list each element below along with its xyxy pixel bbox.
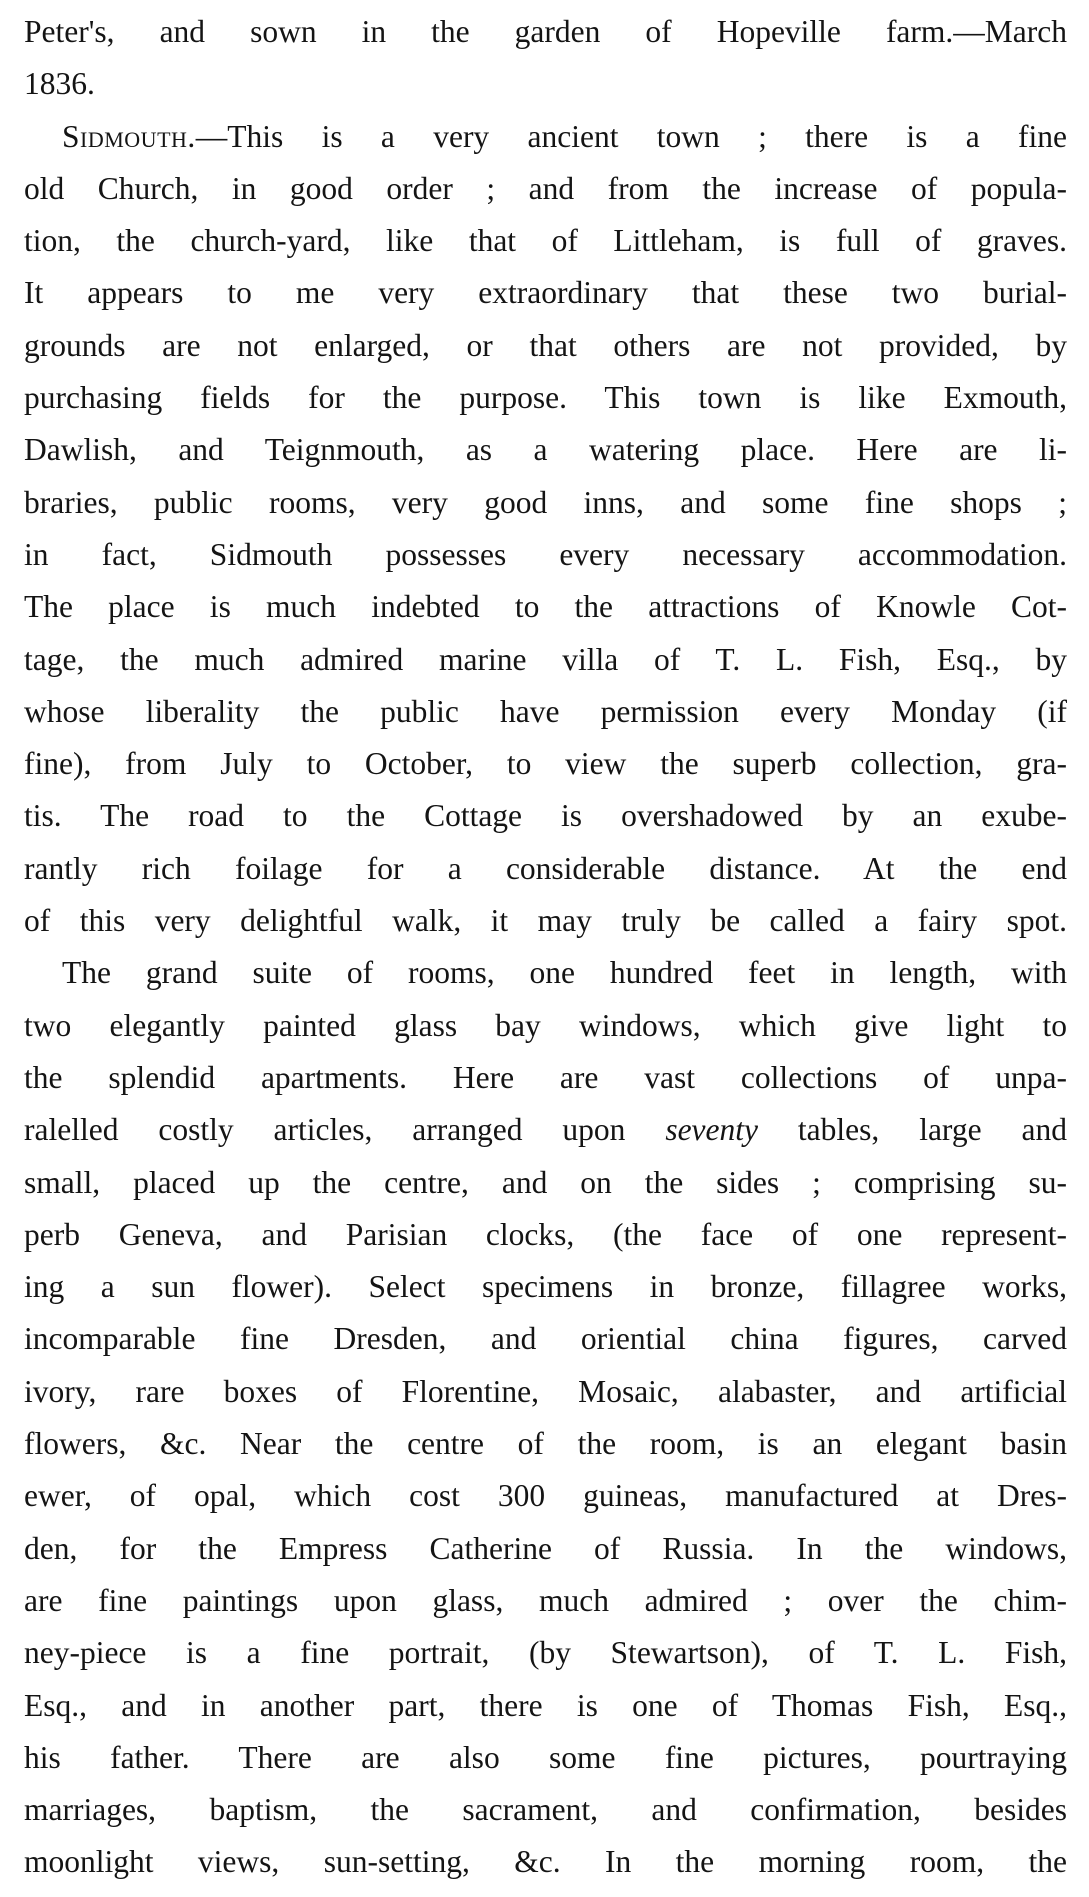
text-line: grounds are not enlarged, or that others are not provided, by — [24, 327, 1067, 363]
text-line: two elegantly painted glass bay windows, which give light to — [24, 1007, 1067, 1043]
text-fragment: tables, large and — [758, 1112, 1067, 1148]
text-line: braries, public rooms, very good inns, and some fine shops ; — [24, 484, 1067, 520]
text-line: whose liberality the public have permission every Monday (if — [24, 693, 1067, 729]
text-line: small, placed up the centre, and on the sides ; comprising su- — [24, 1164, 1067, 1200]
text-fragment: ralelled costly articles, arranged upon — [24, 1112, 666, 1148]
text-line: ney-piece is a fine portrait, (by Stewartson), of T. L. Fish, — [24, 1635, 1067, 1671]
text-line: incomparable fine Dresden, and oriential china figures, carved — [24, 1321, 1067, 1357]
text-line: The grand suite of rooms, one hundred feet in length, with — [62, 955, 1067, 991]
text-line — [24, 111, 1067, 163]
paragraph-sidmouth — [24, 111, 1067, 948]
text-line: in fact, Sidmouth possesses every necessary accommodation. — [24, 536, 1067, 572]
text-line: Peter's, and sown in the garden of Hopeville farm.—March — [24, 14, 1067, 49]
text-line: the splendid apartments. Here are vast collections of unpa- — [24, 1059, 1067, 1095]
text-line: perb Geneva, and Parisian clocks, (the face of one represent- — [24, 1216, 1067, 1252]
text-line: tis. The road to the Cottage is overshadowed by an exube- — [24, 798, 1067, 834]
text-line: his father. There are also some fine pictures, pourtraying — [24, 1739, 1067, 1775]
text-line: Esq., and in another part, there is one of Thomas Fish, Esq., — [24, 1687, 1067, 1723]
text-line: of this very delightful walk, it may truly be called a fairy spot. — [24, 903, 1067, 939]
text-line: den, for the Empress Catherine of Russia. In the windows, — [24, 1530, 1067, 1566]
text-line: ing a sun flower). Select specimens in bronze, fillagree works, — [24, 1269, 1067, 1305]
text-line: rantly rich foilage for a considerable distance. At the end — [24, 850, 1067, 886]
text-line: flowers, &c. Near the centre of the room, is an elegant basin — [24, 1426, 1067, 1462]
text-fragment: —This is a very ancient town ; there is a fine — [195, 118, 1067, 154]
paragraph-grand-suite — [24, 947, 1067, 1888]
text-line: are fine paintings upon glass, much admired ; over the chim- — [24, 1582, 1067, 1618]
text-line: old Church, in good order ; and from the increase of popula- — [24, 170, 1067, 206]
text-line: It appears to me very extraordinary that these two burial- — [24, 275, 1067, 311]
italic-emphasis: seventy — [665, 1112, 758, 1148]
text-line: moonlight views, sun-setting, &c. In the morning room, the — [24, 1844, 1067, 1880]
text-line: tion, the church-yard, like that of Littleham, is full of graves. — [24, 223, 1067, 259]
text-line: The place is much indebted to the attractions of Knowle Cot- — [24, 589, 1067, 625]
text-line: Dawlish, and Teignmouth, as a watering place. Here are li- — [24, 432, 1067, 468]
text-line: tage, the much admired marine villa of T. L. Fish, Esq., by — [24, 641, 1067, 677]
text-line: ivory, rare boxes of Florentine, Mosaic, alabaster, and artificial — [24, 1373, 1067, 1409]
text-line: ewer, of opal, which cost 300 guineas, manufactured at Dres- — [24, 1478, 1067, 1514]
section-heading: Sidmouth. — [62, 118, 196, 154]
text-line: 1836. — [24, 66, 95, 102]
text-line: fine), from July to October, to view the superb collection, gra- — [24, 746, 1067, 782]
text-line — [24, 1104, 1067, 1156]
paragraph-continuation — [24, 6, 1067, 111]
text-line: marriages, baptism, the sacrament, and confirmation, besides — [24, 1792, 1067, 1828]
text-line: purchasing fields for the purpose. This town is like Exmouth, — [24, 380, 1067, 416]
